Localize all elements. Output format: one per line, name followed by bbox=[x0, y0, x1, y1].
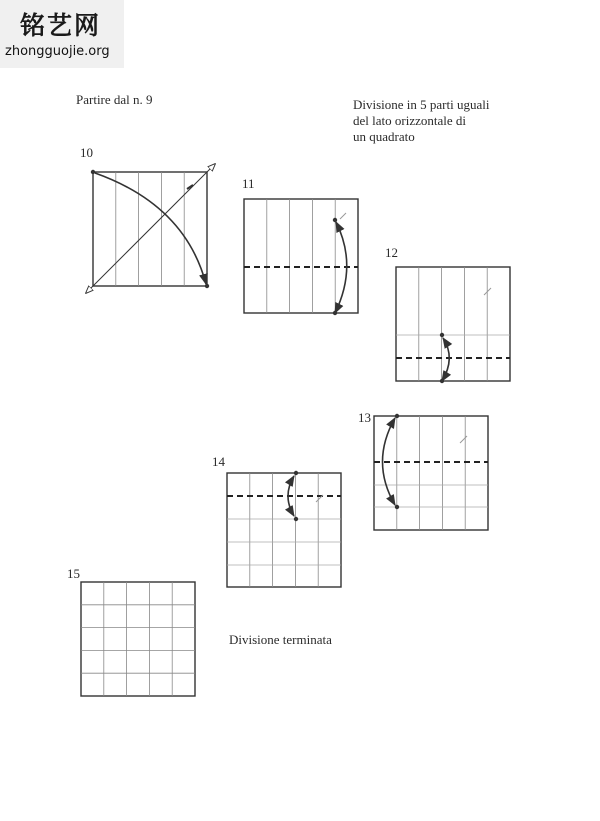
square-outline bbox=[396, 267, 510, 381]
reference-dot bbox=[395, 505, 399, 509]
step-10-diagram bbox=[86, 164, 215, 293]
description-line-1: Divisione in 5 parti uguali bbox=[353, 97, 490, 112]
step-12-diagram bbox=[396, 267, 510, 383]
description-line-3: un quadrato bbox=[353, 129, 415, 144]
watermark-url: zhongguojie.org bbox=[5, 44, 110, 59]
diagonal-extension-top bbox=[207, 164, 215, 172]
reference-dot bbox=[440, 379, 444, 383]
step-13-diagram bbox=[374, 414, 488, 530]
vertical-creases bbox=[419, 267, 487, 381]
final-note: Divisione terminata bbox=[229, 632, 332, 647]
pinch-mark bbox=[340, 213, 346, 219]
watermark-chinese-text: 铭艺网 bbox=[20, 11, 102, 40]
reference-dot bbox=[440, 333, 444, 337]
step-15-diagram bbox=[81, 582, 195, 696]
corner-dot bbox=[91, 170, 95, 174]
vertical-creases bbox=[250, 473, 318, 587]
step-number-15: 15 bbox=[67, 566, 80, 581]
reference-dot bbox=[294, 517, 298, 521]
intro-text: Partire dal n. 9 bbox=[76, 92, 153, 107]
square-outline bbox=[227, 473, 341, 587]
reference-dot bbox=[333, 311, 337, 315]
reference-dot bbox=[333, 218, 337, 222]
reference-dot bbox=[294, 471, 298, 475]
diagonal-crease bbox=[93, 172, 207, 286]
vertical-creases bbox=[397, 416, 465, 530]
step-number-10: 10 bbox=[80, 145, 93, 160]
pinch-mark bbox=[460, 436, 467, 443]
step-number-14: 14 bbox=[212, 454, 225, 469]
step-14-diagram bbox=[227, 471, 341, 587]
step-number-13: 13 bbox=[358, 410, 371, 425]
horizontal-creases bbox=[227, 519, 341, 565]
diagonal-extension-bottom bbox=[86, 286, 93, 293]
grid-creases bbox=[81, 582, 195, 696]
square-outline bbox=[244, 199, 358, 313]
reference-dot bbox=[395, 414, 399, 418]
vertical-creases bbox=[267, 199, 335, 313]
step-11-diagram bbox=[244, 199, 358, 315]
step-number-12: 12 bbox=[385, 245, 398, 260]
fold-arrow bbox=[442, 338, 449, 381]
corner-dot bbox=[205, 284, 209, 288]
square-outline bbox=[374, 416, 488, 530]
step-number-11: 11 bbox=[242, 176, 255, 191]
square-outline bbox=[81, 582, 195, 696]
description-line-2: del lato orizzontale di bbox=[353, 113, 466, 128]
